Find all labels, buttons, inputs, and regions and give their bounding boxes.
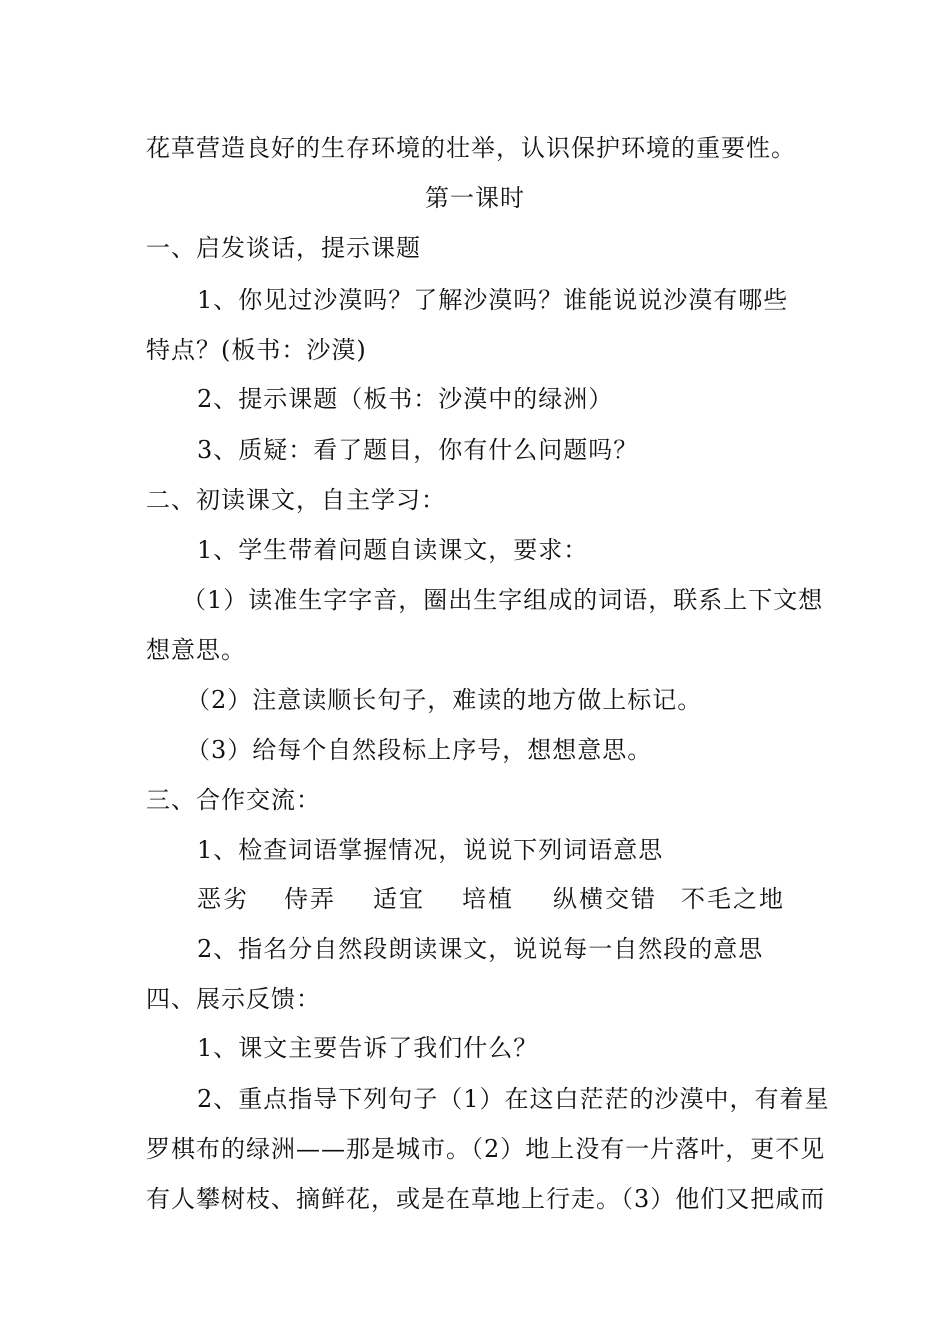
paragraph-line: 2、指名分自然段朗读课文，说说每一自然段的意思: [197, 935, 764, 963]
paragraph-line: 罗棋布的绿洲——那是城市。（2）地上没有一片落叶，更不见: [146, 1135, 826, 1163]
vocab-word: 侍弄: [284, 885, 336, 913]
paragraph-line: 3、质疑：看了题目，你有什么问题吗？: [197, 436, 639, 464]
section-heading: 四、展示反馈：: [146, 985, 321, 1013]
paragraph-line: 特点？(板书：沙漠): [146, 336, 367, 364]
paragraph-line: 2、重点指导下列句子（1）在这白茫茫的沙漠中，有着星: [197, 1085, 830, 1113]
paragraph-line: 1、检查词语掌握情况，说说下列词语意思: [197, 836, 664, 864]
vocab-word: 不毛之地: [681, 885, 785, 913]
vocab-word: 适宜: [373, 885, 425, 913]
paragraph-line: （2）注意读顺长句子，难读的地方做上标记。: [186, 686, 703, 714]
paragraph-line: 1、课文主要告诉了我们什么？: [197, 1034, 539, 1062]
section-heading: 一、启发谈话，提示课题: [146, 234, 421, 262]
vocab-word: 纵横交错: [553, 885, 657, 913]
paragraph-line: 1、学生带着问题自读课文，要求：: [197, 536, 589, 564]
paragraph-line: （3）给每个自然段标上序号，想想意思。: [186, 736, 653, 764]
vocab-word: 恶劣: [197, 885, 249, 913]
section-heading: 二、初读课文，自主学习：: [146, 486, 446, 514]
paragraph-line: 1、你见过沙漠吗？了解沙漠吗？谁能说说沙漠有哪些: [197, 286, 789, 314]
paragraph-line: 想意思。: [146, 636, 246, 664]
vocab-word: 培植: [462, 885, 514, 913]
paragraph-line: 花草营造良好的生存环境的壮举，认识保护环境的重要性。: [146, 134, 796, 162]
lesson-title: 第一课时: [425, 184, 525, 212]
paragraph-line: 2、提示课题（板书：沙漠中的绿洲）: [197, 385, 614, 413]
paragraph-line: （1）读准生字字音，圈出生字组成的词语，联系上下文想: [182, 586, 824, 614]
paragraph-line: 有人攀树枝、摘鲜花，或是在草地上行走。（3）他们又把咸而: [146, 1185, 826, 1213]
section-heading: 三、合作交流：: [146, 786, 321, 814]
